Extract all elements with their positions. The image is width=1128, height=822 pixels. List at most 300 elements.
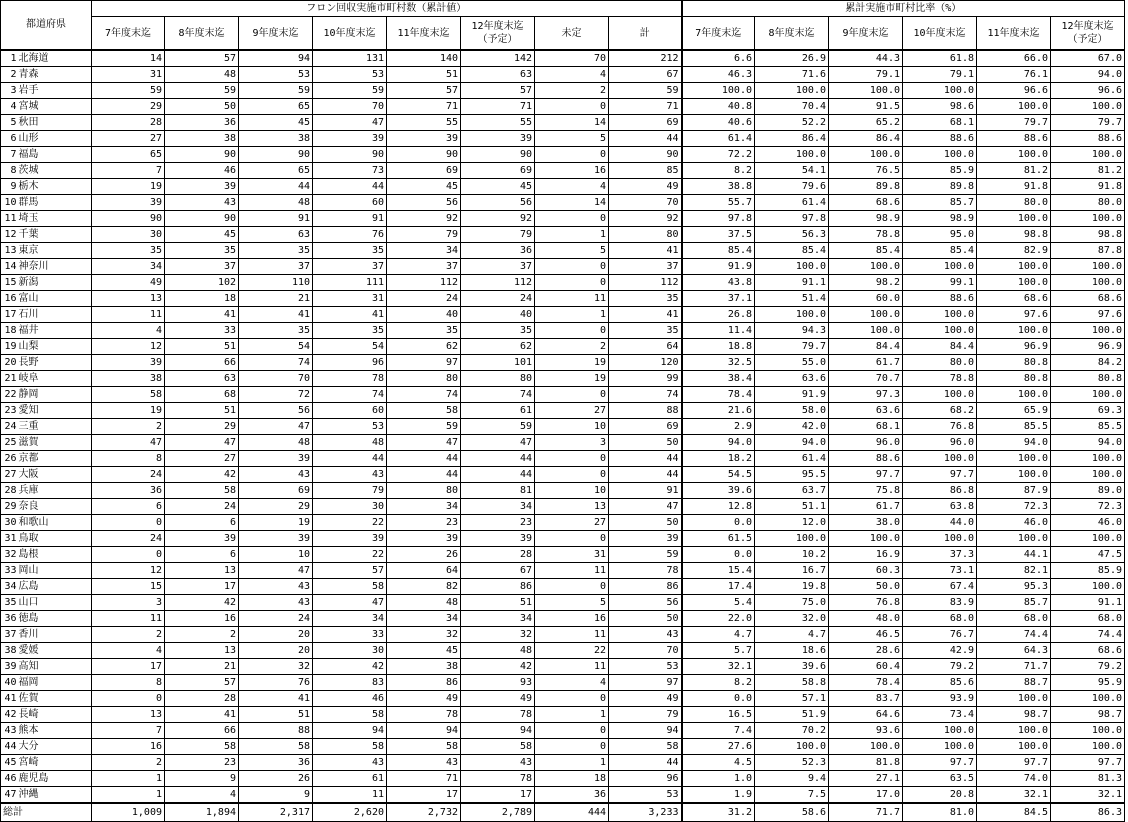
count-cell: 34 (92, 259, 165, 275)
count-cell: 42 (165, 467, 239, 483)
ratio-cell: 100.0 (977, 691, 1051, 707)
count-cell: 61 (461, 403, 535, 419)
ratio-cell: 18.8 (682, 339, 755, 355)
count-cell: 28 (461, 547, 535, 563)
count-cell: 0 (92, 547, 165, 563)
count-cell: 4 (535, 179, 609, 195)
ratio-cell: 44.3 (829, 50, 903, 67)
count-cell: 34 (387, 243, 461, 259)
total-cell: 58.6 (755, 803, 829, 822)
count-cell: 41 (239, 691, 313, 707)
table-row (1, 211, 1125, 227)
count-cell: 35 (92, 243, 165, 259)
ratio-cell: 81.8 (829, 755, 903, 771)
count-cell: 112 (461, 275, 535, 291)
count-cell: 59 (92, 83, 165, 99)
count-cell: 69 (461, 163, 535, 179)
count-cell: 39 (461, 531, 535, 547)
count-cell: 65 (239, 163, 313, 179)
ratio-cell: 91.5 (829, 99, 903, 115)
count-cell: 63 (239, 227, 313, 243)
ratio-cell: 88.7 (977, 675, 1051, 691)
prefecture-name: 岩手 (18, 83, 92, 99)
ratio-cell: 85.4 (682, 243, 755, 259)
ratio-cell: 68.1 (829, 419, 903, 435)
ratio-cell: 61.5 (682, 531, 755, 547)
row-index: 3 (1, 83, 18, 99)
ratio-cell: 4.7 (755, 627, 829, 643)
ratio-cell: 83.9 (903, 595, 977, 611)
count-cell: 29 (92, 99, 165, 115)
table-row (1, 99, 1125, 115)
ratio-cell: 54.1 (755, 163, 829, 179)
count-cell: 55 (461, 115, 535, 131)
ratio-cell: 100.0 (755, 259, 829, 275)
count-cell: 11 (535, 627, 609, 643)
ratio-cell: 100.0 (977, 323, 1051, 339)
count-cell: 90 (609, 147, 682, 163)
count-cell: 35 (165, 243, 239, 259)
count-cell: 24 (239, 611, 313, 627)
ratio-cell: 67.4 (903, 579, 977, 595)
ratio-cell: 60.4 (829, 659, 903, 675)
prefecture-name: 青森 (18, 67, 92, 83)
count-cell: 28 (165, 691, 239, 707)
count-cell: 61 (313, 771, 387, 787)
ratio-cell: 100.0 (829, 307, 903, 323)
count-cell: 41 (609, 243, 682, 259)
ratio-cell: 61.8 (903, 50, 977, 67)
prefecture-name: 奈良 (18, 499, 92, 515)
count-cell: 41 (609, 307, 682, 323)
ratio-cell: 66.0 (977, 50, 1051, 67)
ratio-cell: 100.0 (1051, 323, 1125, 339)
count-cell: 67 (609, 67, 682, 83)
ratio-cell: 100.0 (1051, 147, 1125, 163)
count-cell: 66 (165, 355, 239, 371)
ratio-cell: 100.0 (829, 739, 903, 755)
row-index: 39 (1, 659, 18, 675)
count-cell: 58 (387, 739, 461, 755)
ratio-cell: 78.4 (829, 675, 903, 691)
count-cell: 24 (387, 291, 461, 307)
ratio-cell: 76.5 (829, 163, 903, 179)
ratio-cell: 100.0 (903, 147, 977, 163)
prefecture-name: 福井 (18, 323, 92, 339)
ratio-cell: 71.7 (977, 659, 1051, 675)
count-cell: 32 (461, 627, 535, 643)
ratio-cell: 70.7 (829, 371, 903, 387)
ratio-cell: 72.2 (682, 147, 755, 163)
count-cell: 48 (313, 435, 387, 451)
ratio-cell: 68.2 (903, 403, 977, 419)
ratio-cell: 98.2 (829, 275, 903, 291)
table-row (1, 275, 1125, 291)
count-cell: 24 (92, 531, 165, 547)
ratio-cell: 100.0 (1051, 739, 1125, 755)
count-cell: 79 (609, 707, 682, 723)
count-cell: 74 (461, 387, 535, 403)
count-cell: 101 (461, 355, 535, 371)
table-row (1, 755, 1125, 771)
ratio-cell: 89.0 (1051, 483, 1125, 499)
count-cell: 39 (609, 531, 682, 547)
ratio-cell: 79.6 (755, 179, 829, 195)
count-cell: 90 (461, 147, 535, 163)
row-index: 38 (1, 643, 18, 659)
prefecture-name: 大阪 (18, 467, 92, 483)
ratio-cell: 68.1 (903, 115, 977, 131)
ratio-cell: 68.0 (1051, 611, 1125, 627)
count-cell: 35 (461, 323, 535, 339)
count-cell: 19 (92, 179, 165, 195)
count-cell: 31 (535, 547, 609, 563)
count-cell: 33 (313, 627, 387, 643)
ratio-cell: 51.9 (755, 707, 829, 723)
count-cell: 90 (239, 147, 313, 163)
ratio-cell: 91.9 (682, 259, 755, 275)
count-cell: 39 (313, 131, 387, 147)
count-cell: 0 (535, 275, 609, 291)
table-row (1, 771, 1125, 787)
table-row (1, 451, 1125, 467)
count-cell: 42 (165, 595, 239, 611)
count-cell: 49 (609, 691, 682, 707)
count-cell: 92 (387, 211, 461, 227)
count-cell: 32 (239, 659, 313, 675)
ratio-cell: 40.8 (682, 99, 755, 115)
prefecture-name: 千葉 (18, 227, 92, 243)
table-row (1, 675, 1125, 691)
ratio-cell: 89.8 (829, 179, 903, 195)
ratio-cell: 32.5 (682, 355, 755, 371)
count-cell: 44 (609, 467, 682, 483)
ratio-cell: 100.0 (903, 723, 977, 739)
row-index: 16 (1, 291, 18, 307)
count-cell: 48 (239, 435, 313, 451)
ratio-cell: 7.5 (755, 787, 829, 804)
count-cell: 0 (535, 739, 609, 755)
ratio-cell: 100.0 (903, 739, 977, 755)
count-cell: 74 (387, 387, 461, 403)
count-cell: 44 (387, 467, 461, 483)
count-cell: 30 (92, 227, 165, 243)
table-row (1, 227, 1125, 243)
count-cell: 91 (239, 211, 313, 227)
count-cell: 0 (535, 579, 609, 595)
ratio-cell: 97.7 (829, 467, 903, 483)
row-index: 7 (1, 147, 18, 163)
ratio-cell: 37.1 (682, 291, 755, 307)
count-cell: 20 (239, 627, 313, 643)
ratio-cell: 70.4 (755, 99, 829, 115)
count-cell: 11 (92, 611, 165, 627)
count-cell: 58 (313, 579, 387, 595)
row-index: 8 (1, 163, 18, 179)
prefecture-name: 茨城 (18, 163, 92, 179)
count-cell: 140 (387, 50, 461, 67)
ratio-cell: 78.8 (903, 371, 977, 387)
ratio-cell: 80.0 (903, 355, 977, 371)
count-cell: 41 (165, 307, 239, 323)
table-row (1, 259, 1125, 275)
count-cell: 0 (535, 259, 609, 275)
ratio-cell: 86.4 (829, 131, 903, 147)
ratio-cell: 100.0 (829, 259, 903, 275)
count-cell: 44 (609, 451, 682, 467)
ratio-cell: 27.6 (682, 739, 755, 755)
table-row (1, 627, 1125, 643)
ratio-cell: 46.0 (1051, 515, 1125, 531)
count-cell: 18 (165, 291, 239, 307)
count-cell: 37 (609, 259, 682, 275)
count-cell: 58 (609, 739, 682, 755)
ratio-cell: 26.8 (682, 307, 755, 323)
ratio-cell: 100.0 (977, 259, 1051, 275)
row-index: 10 (1, 195, 18, 211)
ratio-cell: 0.0 (682, 691, 755, 707)
ratio-cell: 18.6 (755, 643, 829, 659)
ratio-cell: 60.3 (829, 563, 903, 579)
count-cell: 16 (92, 739, 165, 755)
ratio-cell: 100.0 (755, 307, 829, 323)
table-row (1, 339, 1125, 355)
count-cell: 43 (609, 627, 682, 643)
ratio-cell: 79.2 (903, 659, 977, 675)
row-index: 32 (1, 547, 18, 563)
count-cell: 23 (461, 515, 535, 531)
count-cell: 58 (313, 707, 387, 723)
ratio-cell: 52.3 (755, 755, 829, 771)
prefecture-name: 宮崎 (18, 755, 92, 771)
ratio-cell: 38.0 (829, 515, 903, 531)
row-index: 47 (1, 787, 18, 804)
ratio-cell: 79.7 (1051, 115, 1125, 131)
count-cell: 54 (313, 339, 387, 355)
count-cell: 4 (535, 675, 609, 691)
row-index: 23 (1, 403, 18, 419)
count-cell: 11 (535, 659, 609, 675)
row-index: 19 (1, 339, 18, 355)
count-cell: 120 (609, 355, 682, 371)
count-cell: 47 (461, 435, 535, 451)
ratio-cell: 76.8 (903, 419, 977, 435)
table-row (1, 643, 1125, 659)
total-cell: 2,620 (313, 803, 387, 822)
count-cell: 24 (92, 467, 165, 483)
row-index: 27 (1, 467, 18, 483)
ratio-cell: 98.8 (977, 227, 1051, 243)
ratio-cell: 58.8 (755, 675, 829, 691)
count-cell: 40 (461, 307, 535, 323)
ratio-cell: 100.0 (977, 723, 1051, 739)
count-cell: 65 (239, 99, 313, 115)
table-row (1, 419, 1125, 435)
ratio-cell: 84.2 (1051, 355, 1125, 371)
ratio-cell: 100.0 (977, 99, 1051, 115)
prefecture-name: 京都 (18, 451, 92, 467)
ratio-cell: 75.8 (829, 483, 903, 499)
ratio-cell: 1.9 (682, 787, 755, 804)
ratio-cell: 68.6 (977, 291, 1051, 307)
ratio-cell: 68.6 (1051, 643, 1125, 659)
ratio-cell: 98.7 (1051, 707, 1125, 723)
count-cell: 58 (461, 739, 535, 755)
table-row (1, 403, 1125, 419)
row-index: 22 (1, 387, 18, 403)
table-row (1, 547, 1125, 563)
ratio-cell: 97.7 (903, 755, 977, 771)
count-cell: 0 (535, 99, 609, 115)
count-cell: 0 (535, 211, 609, 227)
table-row (1, 147, 1125, 163)
ratio-cell: 7.4 (682, 723, 755, 739)
count-cell: 66 (165, 723, 239, 739)
count-cell: 49 (92, 275, 165, 291)
ratio-cell: 100.0 (903, 83, 977, 99)
count-cell: 34 (461, 611, 535, 627)
table-row (1, 691, 1125, 707)
table-row (1, 723, 1125, 739)
ratio-cell: 76.1 (977, 67, 1051, 83)
count-cell: 70 (239, 371, 313, 387)
ratio-cell: 100.0 (1051, 531, 1125, 547)
prefecture-name: 新潟 (18, 275, 92, 291)
ratio-cell: 19.8 (755, 579, 829, 595)
count-cell: 2 (92, 755, 165, 771)
count-cell: 43 (165, 195, 239, 211)
ratio-cell: 17.0 (829, 787, 903, 804)
count-cell: 2 (165, 627, 239, 643)
ratio-cell: 12.8 (682, 499, 755, 515)
row-index: 6 (1, 131, 18, 147)
ratio-cell: 100.0 (977, 739, 1051, 755)
ratio-cell: 85.6 (903, 675, 977, 691)
count-cell: 44 (461, 451, 535, 467)
count-cell: 79 (461, 227, 535, 243)
group1-col-header: 9年度末迄 (239, 17, 313, 51)
count-cell: 3 (92, 595, 165, 611)
count-cell: 112 (387, 275, 461, 291)
count-cell: 44 (461, 467, 535, 483)
count-cell: 58 (387, 403, 461, 419)
count-cell: 142 (461, 50, 535, 67)
ratio-cell: 8.2 (682, 675, 755, 691)
count-cell: 32 (387, 627, 461, 643)
count-cell: 86 (461, 579, 535, 595)
count-cell: 56 (461, 195, 535, 211)
total-cell: 81.0 (903, 803, 977, 822)
row-index: 17 (1, 307, 18, 323)
count-cell: 39 (313, 531, 387, 547)
table-row (1, 371, 1125, 387)
count-cell: 48 (461, 643, 535, 659)
count-cell: 45 (239, 115, 313, 131)
count-cell: 1 (92, 787, 165, 804)
ratio-cell: 28.6 (829, 643, 903, 659)
ratio-cell: 100.0 (829, 531, 903, 547)
count-cell: 62 (461, 339, 535, 355)
count-cell: 0 (92, 515, 165, 531)
count-cell: 212 (609, 50, 682, 67)
total-cell: 444 (535, 803, 609, 822)
count-cell: 23 (387, 515, 461, 531)
count-cell: 57 (165, 50, 239, 67)
ratio-cell: 47.5 (1051, 547, 1125, 563)
count-cell: 19 (239, 515, 313, 531)
ratio-cell: 80.8 (977, 371, 1051, 387)
table-row (1, 243, 1125, 259)
ratio-cell: 93.6 (829, 723, 903, 739)
count-cell: 22 (535, 643, 609, 659)
count-cell: 50 (609, 611, 682, 627)
count-cell: 51 (239, 707, 313, 723)
count-cell: 20 (239, 643, 313, 659)
count-cell: 4 (165, 787, 239, 804)
count-cell: 35 (313, 243, 387, 259)
ratio-cell: 57.1 (755, 691, 829, 707)
ratio-cell: 91.8 (1051, 179, 1125, 195)
count-cell: 43 (239, 467, 313, 483)
count-cell: 5 (535, 131, 609, 147)
ratio-cell: 68.0 (903, 611, 977, 627)
count-cell: 80 (387, 483, 461, 499)
ratio-cell: 61.4 (682, 131, 755, 147)
prefecture-name: 福島 (18, 147, 92, 163)
count-cell: 94 (239, 50, 313, 67)
count-cell: 90 (313, 147, 387, 163)
count-cell: 8 (92, 451, 165, 467)
count-cell: 44 (313, 179, 387, 195)
count-cell: 47 (387, 435, 461, 451)
ratio-cell: 75.0 (755, 595, 829, 611)
prefecture-name: 山口 (18, 595, 92, 611)
ratio-cell: 16.5 (682, 707, 755, 723)
ratio-cell: 72.3 (977, 499, 1051, 515)
count-cell: 48 (239, 195, 313, 211)
group1-col-header: 計 (609, 17, 682, 51)
count-cell: 40 (387, 307, 461, 323)
count-cell: 93 (461, 675, 535, 691)
count-cell: 38 (92, 371, 165, 387)
table-row (1, 387, 1125, 403)
ratio-cell: 16.7 (755, 563, 829, 579)
ratio-cell: 56.3 (755, 227, 829, 243)
count-cell: 97 (387, 355, 461, 371)
ratio-cell: 64.3 (977, 643, 1051, 659)
count-cell: 76 (313, 227, 387, 243)
count-cell: 19 (535, 371, 609, 387)
ratio-cell: 100.0 (1051, 579, 1125, 595)
count-cell: 35 (239, 243, 313, 259)
prefecture-name: 鳥取 (18, 531, 92, 547)
ratio-cell: 6.6 (682, 50, 755, 67)
count-cell: 44 (609, 131, 682, 147)
ratio-cell: 51.1 (755, 499, 829, 515)
count-cell: 39 (165, 531, 239, 547)
count-cell: 29 (239, 499, 313, 515)
ratio-cell: 97.7 (903, 467, 977, 483)
ratio-cell: 5.7 (682, 643, 755, 659)
count-cell: 4 (535, 67, 609, 83)
ratio-cell: 96.0 (829, 435, 903, 451)
count-cell: 21 (239, 291, 313, 307)
total-cell: 31.2 (682, 803, 755, 822)
count-cell: 36 (165, 115, 239, 131)
count-cell: 1 (535, 307, 609, 323)
row-index: 30 (1, 515, 18, 531)
ratio-cell: 63.6 (829, 403, 903, 419)
